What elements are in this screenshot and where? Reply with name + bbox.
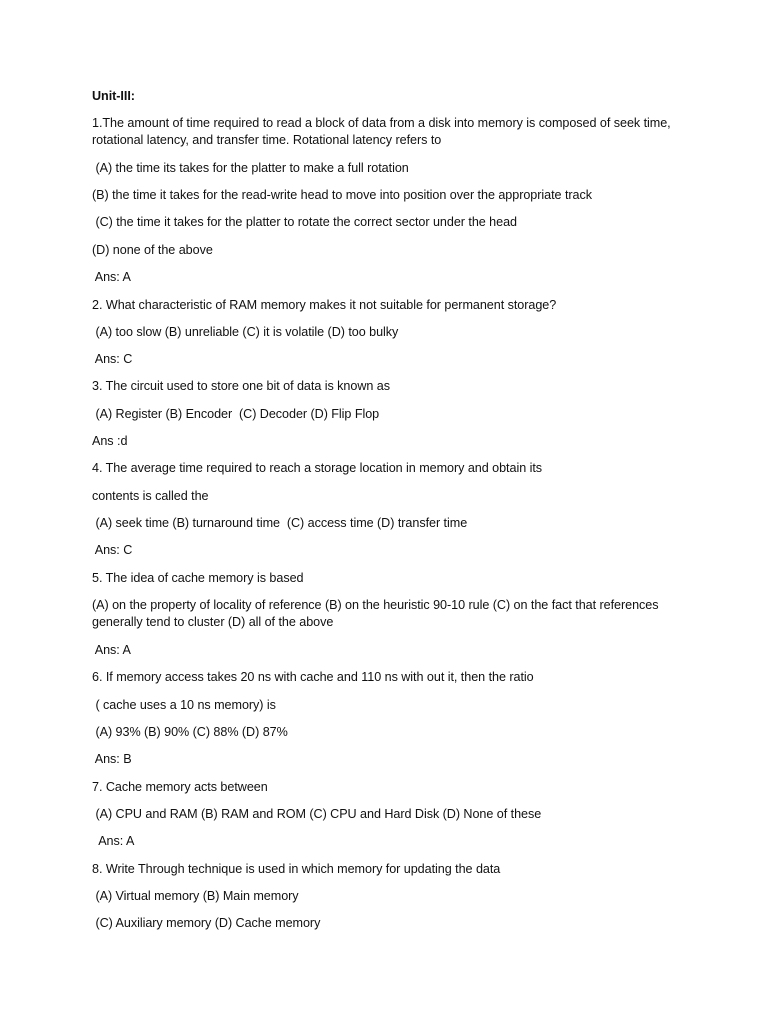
question-2-answer: Ans: C <box>92 352 133 366</box>
question-3-answer: Ans :d <box>92 434 128 448</box>
question-8-text: 8. Write Through technique is used in which memory for updating the data <box>92 862 501 876</box>
question-6-options: (A) 93% (B) 90% (C) 88% (D) 87% <box>92 725 288 739</box>
question-3-text: 3. The circuit used to store one bit of data is known as <box>92 379 390 393</box>
question-1-option-d: (D) none of the above <box>92 243 213 257</box>
question-5-answer: Ans: A <box>92 643 131 657</box>
page-heading: Unit-III: <box>92 89 135 103</box>
question-7-answer: Ans: A <box>92 834 135 848</box>
question-8-options-ab: (A) Virtual memory (B) Main memory <box>92 889 299 903</box>
question-7-options: (A) CPU and RAM (B) RAM and ROM (C) CPU and Hard Disk (D) None of these <box>92 807 542 821</box>
question-2-text: 2. What characteristic of RAM memory makes it not suitable for permanent storage? <box>92 298 557 312</box>
question-1-answer: Ans: A <box>92 270 131 284</box>
question-2-options: (A) too slow (B) unreliable (C) it is volatile (D) too bulky <box>92 325 399 339</box>
question-6-text-continued: ( cache uses a 10 ns memory) is <box>92 698 276 712</box>
question-4-answer: Ans: C <box>92 543 133 557</box>
question-4-options: (A) seek time (B) turnaround time (C) access time (D) transfer time <box>92 516 468 530</box>
question-8-options-cd: (C) Auxiliary memory (D) Cache memory <box>92 916 321 930</box>
question-7-text: 7. Cache memory acts between <box>92 780 268 794</box>
question-4-text-continued: contents is called the <box>92 489 209 503</box>
question-3-options: (A) Register (B) Encoder (C) Decoder (D) Flip Flop <box>92 407 380 421</box>
question-4-text: 4. The average time required to reach a storage location in memory and obtain its <box>92 461 543 475</box>
question-5-text: 5. The idea of cache memory is based <box>92 571 304 585</box>
question-1-text: 1.The amount of time required to read a block of data from a disk into memory is composed of seek time, rotational latency, and transfer time. Rotational latency refers to <box>92 116 671 147</box>
question-1-option-a: (A) the time its takes for the platter to make a full rotation <box>92 161 409 175</box>
question-1-option-b: (B) the time it takes for the read-write head to move into position over the appropriate track <box>92 188 592 202</box>
question-1-option-c: (C) the time it takes for the platter to rotate the correct sector under the head <box>92 215 517 229</box>
question-6-answer: Ans: B <box>92 752 132 766</box>
question-6-text: 6. If memory access takes 20 ns with cache and 110 ns with out it, then the ratio <box>92 670 534 684</box>
question-5-options: (A) on the property of locality of reference (B) on the heuristic 90-10 rule (C) on the fact that references generally tend to cluster (D) all of the above <box>92 598 659 629</box>
